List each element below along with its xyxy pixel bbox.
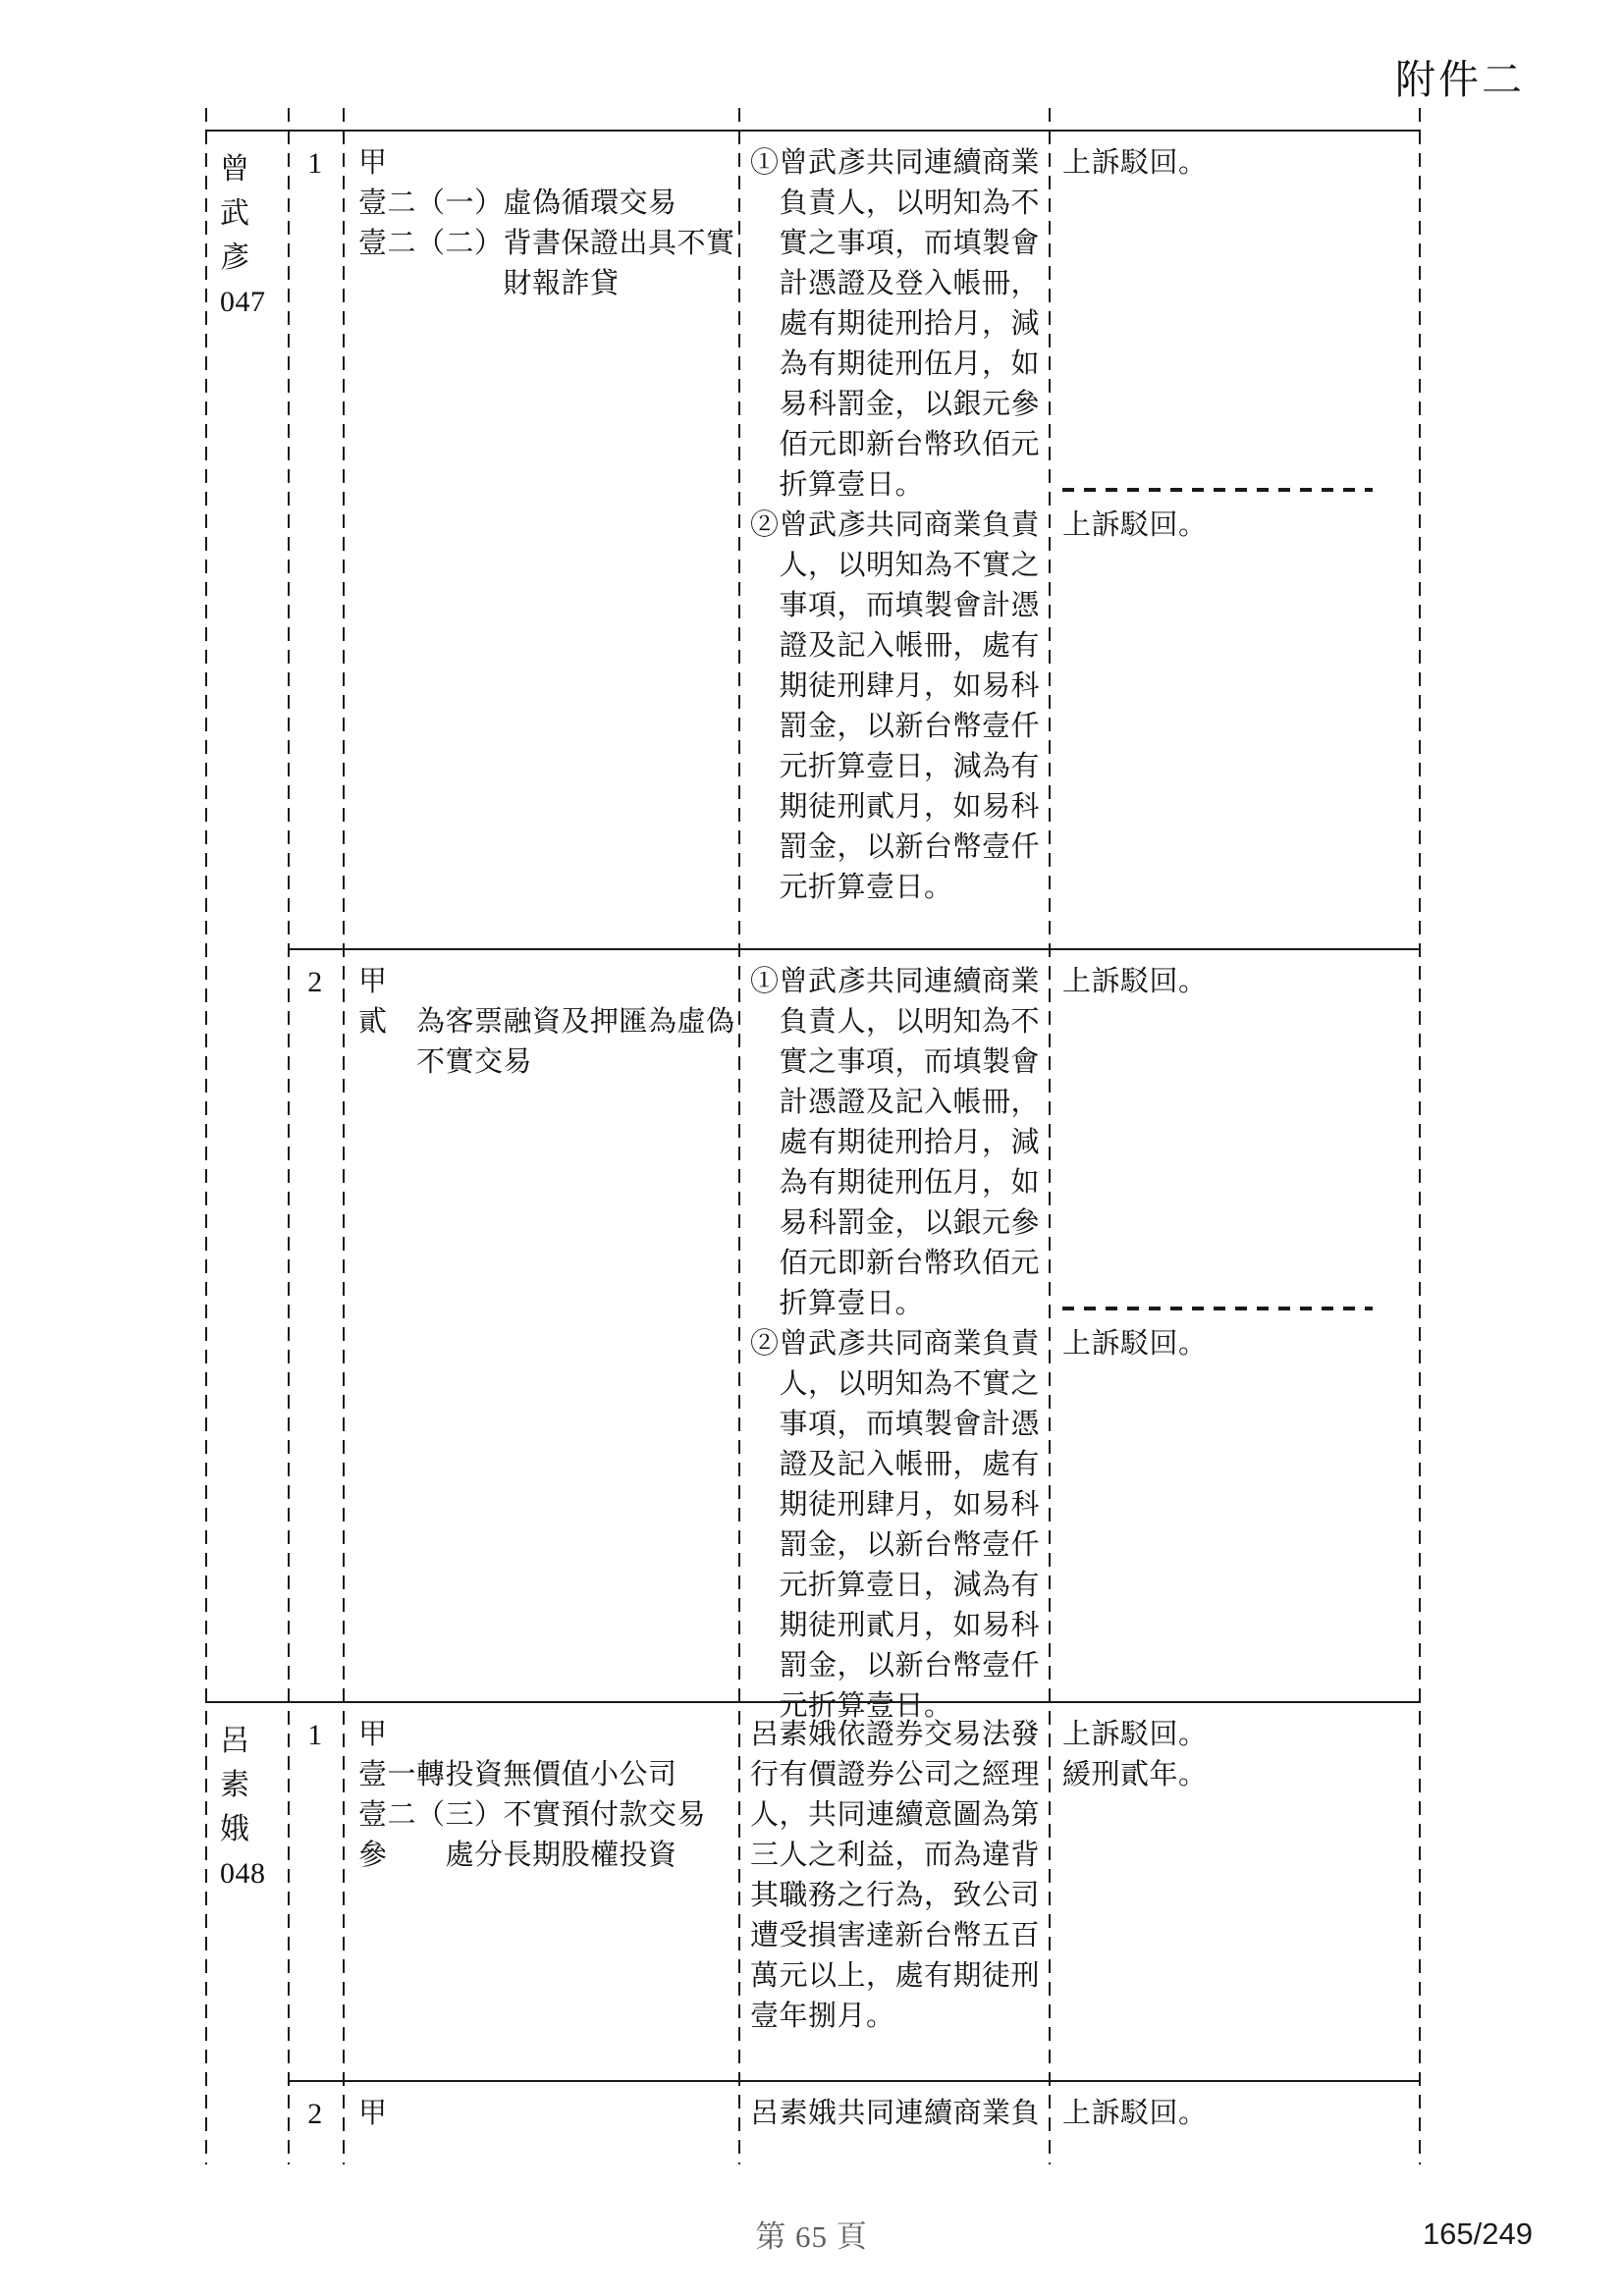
row-number: 2 (307, 2098, 323, 2130)
text-line: 三人之利益，而為違背 (750, 1840, 1041, 1871)
text-line: 甲 (358, 2098, 388, 2129)
row-divider-047-1-2 (288, 948, 1421, 950)
text-line: 甲 (358, 1719, 388, 1750)
text-line: 元折算壹日。 (750, 1690, 953, 1722)
text-line: 呂素娥共同連續商業負 (750, 2098, 1041, 2129)
text-line: 證及記入帳冊，處有 (750, 630, 1041, 662)
text-line: 047 (220, 286, 266, 318)
text-line: 壹二（一）虛偽循環交易 (358, 187, 677, 219)
text-line: ②曾武彥共同商業負責 (750, 1328, 1041, 1360)
text-line: 呂素娥依證券交易法發 (750, 1719, 1041, 1750)
text-line: 處有期徒刑拾月，減 (750, 308, 1041, 340)
text-line: 負責人，以明知為不 (750, 1006, 1041, 1038)
text-line: 彥 (220, 241, 250, 274)
judgment-cell (750, 1715, 1040, 2037)
text-line: 壹二（三）不實預付款交易 (358, 1799, 707, 1831)
result-cell: 上訴駁回。 (1062, 1328, 1208, 1360)
text-line: 甲 (358, 966, 388, 997)
text-line: 曾 (220, 153, 250, 186)
text-line: 人，共同連續意圖為第 (750, 1799, 1041, 1831)
attachment-label: 附件二 (1395, 57, 1525, 102)
result-cell: 上訴駁回。 (1062, 966, 1208, 997)
text-line: 罰金，以新台幣壹仟 (750, 1650, 1041, 1682)
text-line: 佰元即新台幣玖佰元 (750, 1248, 1041, 1279)
text-line: 緩刑貳年。 (1062, 1759, 1208, 1790)
text-line: 折算壹日。 (750, 1288, 925, 1319)
result-cell: 上訴駁回。 (1062, 147, 1208, 179)
text-line: 其職務之行為，致公司 (750, 1880, 1041, 1911)
text-line: 人，以明知為不實之 (750, 1368, 1041, 1400)
text-line: 實之事項，而填製會 (750, 1046, 1041, 1078)
text-line: 萬元以上，處有期徒刑 (750, 1960, 1041, 1992)
text-line: 元折算壹日。 (750, 872, 953, 903)
text-line: 貳 為客票融資及押匯為虛偽 (358, 1006, 735, 1038)
text-line: ②曾武彥共同商業負責 (750, 509, 1041, 541)
text-line: 處有期徒刑拾月，減 (750, 1127, 1041, 1158)
text-line: 壹一轉投資無價值小公司 (358, 1759, 677, 1790)
result-separator-dashed (1062, 488, 1373, 492)
row-border-top (205, 130, 1421, 132)
text-line: 折算壹日。 (750, 469, 925, 501)
text-line: 人，以明知為不實之 (750, 550, 1041, 581)
text-line: 佰元即新台幣玖佰元 (750, 429, 1041, 460)
text-line: 上訴駁回。 (1062, 1719, 1208, 1750)
text-line: 武 (220, 197, 250, 230)
page-number-footer: 第 65 頁 (755, 2219, 868, 2254)
text-line: 罰金，以新台幣壹仟 (750, 831, 1041, 863)
judgment-cell (750, 143, 1040, 908)
pdf-page-indicator: 165/249 (1422, 2216, 1533, 2251)
text-line: 期徒刑肆月，如易科 (750, 670, 1041, 702)
text-line: 罰金，以新台幣壹仟 (750, 711, 1041, 742)
text-line: 事項，而填製會計憑 (750, 590, 1041, 621)
text-line: 計憑證及記入帳冊， (750, 1087, 1041, 1118)
column-divider-judgment-result (1049, 108, 1051, 2164)
text-line: 上訴駁回。 (1062, 2098, 1208, 2129)
text-line: 期徒刑肆月，如易科 (750, 1489, 1041, 1521)
text-line: 素 (220, 1769, 250, 1801)
text-line: 壹年捌月。 (750, 2001, 895, 2032)
text-line: 實之事項，而填製會 (750, 228, 1041, 259)
text-line: 048 (220, 1857, 266, 1890)
table-border-right (1419, 108, 1421, 2164)
charges-cell (358, 1715, 706, 1876)
text-line: 壹二（二）背書保證出具不實 (358, 228, 735, 259)
text-line: 元折算壹日，減為有 (750, 751, 1041, 782)
text-line: 娥 (220, 1813, 250, 1845)
judgment-cell (750, 2094, 1040, 2134)
text-line: 為有期徒刑伍月，如 (750, 348, 1041, 380)
result-cell: 上訴駁回。 (1062, 509, 1208, 541)
result-cell (1062, 2094, 1208, 2134)
charges-cell (358, 962, 735, 1083)
text-line: 元折算壹日，減為有 (750, 1570, 1041, 1601)
text-line: 參 處分長期股權投資 (358, 1840, 677, 1871)
row-number: 1 (307, 147, 323, 180)
text-line: 易科罰金，以銀元參 (750, 389, 1041, 420)
text-line: 行有價證券公司之經理 (750, 1759, 1041, 1790)
text-line: 易科罰金，以銀元參 (750, 1207, 1041, 1239)
charges-cell (358, 143, 735, 304)
text-line: 期徒刑貳月，如易科 (750, 1610, 1041, 1641)
text-line: 計憑證及登入帳冊， (750, 268, 1041, 299)
text-line: 事項，而填製會計憑 (750, 1409, 1041, 1440)
result-cell (1062, 1715, 1208, 1795)
defendant-name-047 (220, 147, 266, 324)
column-divider-name-no (288, 108, 290, 2164)
text-line: 證及記入帳冊，處有 (750, 1449, 1041, 1480)
text-line: 甲 (358, 147, 388, 179)
column-divider-no-charge (343, 108, 345, 2164)
column-divider-charge-judgment (738, 108, 740, 2164)
text-line: ①曾武彥共同連續商業 (750, 147, 1041, 179)
text-line: 財報詐貸 (358, 268, 620, 299)
row-number: 2 (307, 966, 323, 998)
judgment-cell (750, 962, 1040, 1727)
text-line: 罰金，以新台幣壹仟 (750, 1529, 1041, 1561)
text-line: 期徒刑貳月，如易科 (750, 791, 1041, 823)
text-line: 遭受損害達新台幣五百 (750, 1920, 1041, 1951)
text-line: 負責人，以明知為不 (750, 187, 1041, 219)
defendant-name-048 (220, 1719, 266, 1896)
table-border-left (205, 108, 207, 2164)
text-line: 不實交易 (358, 1046, 533, 1078)
row-divider-048-1-2 (288, 2080, 1421, 2082)
result-separator-dashed (1062, 1307, 1373, 1310)
text-line: ①曾武彥共同連續商業 (750, 966, 1041, 997)
text-line: 呂 (220, 1725, 250, 1757)
charges-cell (358, 2094, 388, 2134)
row-number: 1 (307, 1719, 323, 1751)
text-line: 為有期徒刑伍月，如 (750, 1167, 1041, 1199)
